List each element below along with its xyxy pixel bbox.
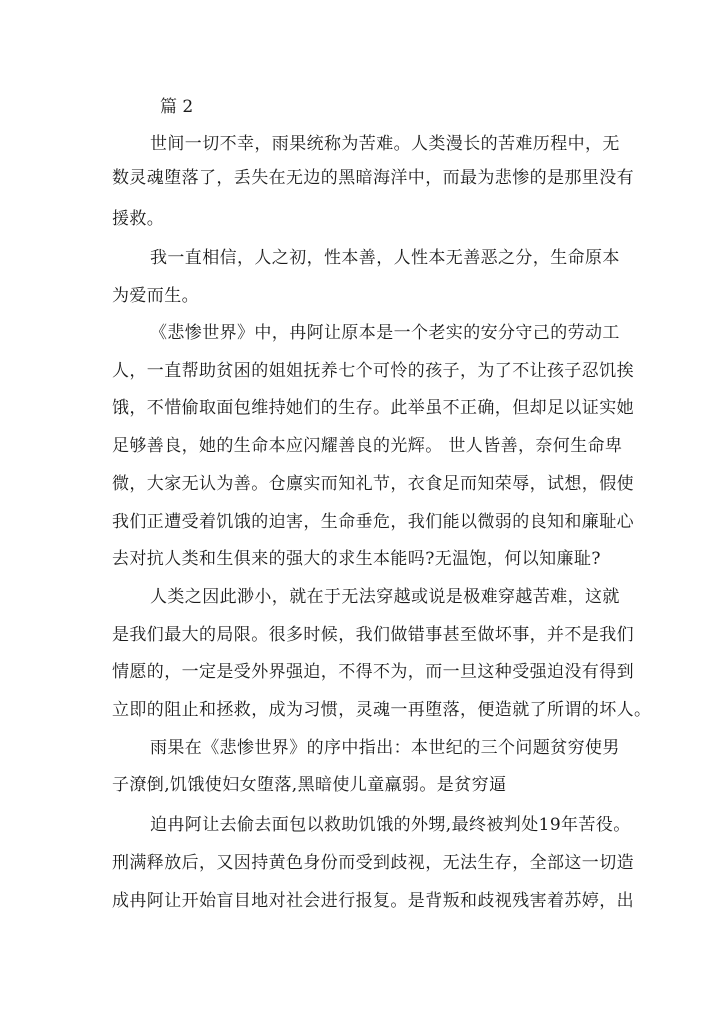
paragraph-6-line-2: 刑满释放后，又因持黄色身份而受到歧视，无法生存，全部这一切造	[112, 853, 634, 873]
paragraph-5-line-2: 子潦倒,饥饿使妇女堕落,黑暗使儿童羸弱。是贫穷逼	[112, 775, 507, 795]
paragraph-2-line-1: 我一直相信，人之初，性本善，人性本无善恶之分，生命原本	[150, 248, 620, 268]
paragraph-3-line-5: 微，大家无认为善。仓廪实而知礼节，衣食足而知荣辱，试想，假使	[112, 474, 634, 494]
paragraph-3-line-7: 去对抗人类和生俱来的强大的求生本能吗?无温饱，何以知廉耻?	[112, 549, 601, 569]
paragraph-6-line-1: 迫冉阿让去偷去面包以救助饥饿的外甥,最终被判处19年苦役。	[150, 815, 631, 835]
paragraph-6-line-3: 成冉阿让开始盲目地对社会进行报复。是背叛和歧视残害着苏婷，出	[112, 891, 634, 911]
section-heading: 篇 2	[160, 97, 194, 117]
paragraph-1-line-3: 援救。	[112, 209, 165, 229]
paragraph-4-line-2: 是我们最大的局限。很多时候，我们做错事甚至做坏事，并不是我们	[112, 625, 634, 645]
paragraph-4-line-3: 情愿的，一定是受外界强迫，不得不为，而一旦这种受强迫没有得到	[112, 662, 634, 682]
paragraph-1-line-1: 世间一切不幸，雨果统称为苦难。人类漫长的苦难历程中，无	[150, 134, 620, 154]
paragraph-3-line-3: 饿，不惜偷取面包维持她们的生存。此举虽不正确，但却足以证实她	[112, 398, 634, 418]
paragraph-3-line-4: 足够善良，她的生命本应闪耀善良的光辉。 世人皆善，奈何生命卑	[112, 436, 623, 456]
paragraph-5-line-1: 雨果在《悲惨世界》的序中指出：本世纪的三个问题贫穷使男	[150, 738, 620, 758]
paragraph-2-line-2: 为爱而生。	[112, 286, 199, 306]
paragraph-1-line-2: 数灵魂堕落了，丢失在无边的黑暗海洋中，而最为悲惨的是那里没有	[112, 168, 634, 188]
paragraph-3-line-1: 《悲惨世界》中，冉阿让原本是一个老实的安分守己的劳动工	[150, 323, 620, 343]
paragraph-3-line-2: 人，一直帮助贫困的姐姐抚养七个可怜的孩子，为了不让孩子忍饥挨	[112, 361, 634, 381]
paragraph-4-line-1: 人类之因此渺小，就在于无法穿越或说是极难穿越苦难，这就	[150, 587, 620, 607]
paragraph-4-line-4: 立即的阻止和拯救，成为习惯，灵魂一再堕落，便造就了所谓的坏人。	[112, 700, 652, 720]
paragraph-3-line-6: 我们正遭受着饥饿的迫害，生命垂危，我们能以微弱的良知和廉耻心	[112, 512, 634, 532]
